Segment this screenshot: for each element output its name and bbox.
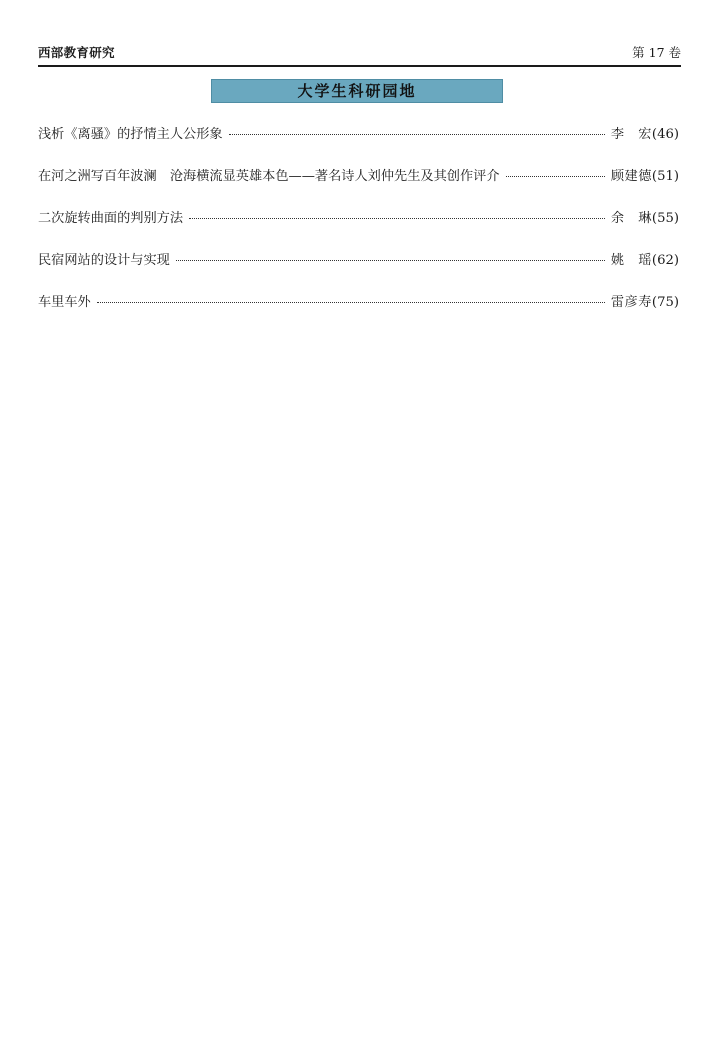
toc-entry-author: 余 琳 (610, 211, 652, 226)
dot-leader (97, 302, 605, 303)
toc-entry-author: 顾建德 (610, 169, 652, 184)
dot-leader (506, 176, 605, 177)
journal-name: 西部教育研究 (38, 45, 115, 60)
toc-entry-author: 姚 瑶 (610, 253, 652, 268)
toc-entry-page: (55) (651, 211, 679, 226)
toc-entry-page: (62) (651, 253, 679, 268)
toc-entry-title: 在河之洲写百年波澜 沧海横流显英雄本色——著名诗人刘仲先生及其创作评介 (38, 169, 500, 184)
dot-leader (229, 134, 605, 135)
toc-entry-page: (51) (651, 169, 679, 184)
toc-entry-page: (75) (651, 295, 679, 310)
header-rule (38, 65, 681, 67)
page-header (38, 45, 681, 65)
toc-entry-page: (46) (651, 127, 679, 142)
dot-leader (176, 260, 605, 261)
section-banner: 大学生科研园地 (211, 79, 503, 103)
table-of-contents (38, 124, 679, 334)
toc-entry-title: 浅析《离骚》的抒情主人公形象 (38, 127, 223, 142)
toc-entry-title: 车里车外 (38, 295, 91, 310)
toc-entry[interactable] (38, 250, 679, 272)
toc-entry[interactable] (38, 124, 679, 146)
toc-entry[interactable] (38, 166, 679, 188)
dot-leader (189, 218, 605, 219)
toc-entry[interactable] (38, 208, 679, 230)
toc-entry-author: 李 宏 (610, 127, 652, 142)
volume-label: 第 17 卷 (632, 45, 681, 60)
toc-entry[interactable] (38, 292, 679, 314)
toc-entry-author: 雷彦寿 (610, 295, 652, 310)
toc-entry-title: 民宿网站的设计与实现 (38, 253, 170, 268)
toc-entry-title: 二次旋转曲面的判别方法 (38, 211, 184, 226)
